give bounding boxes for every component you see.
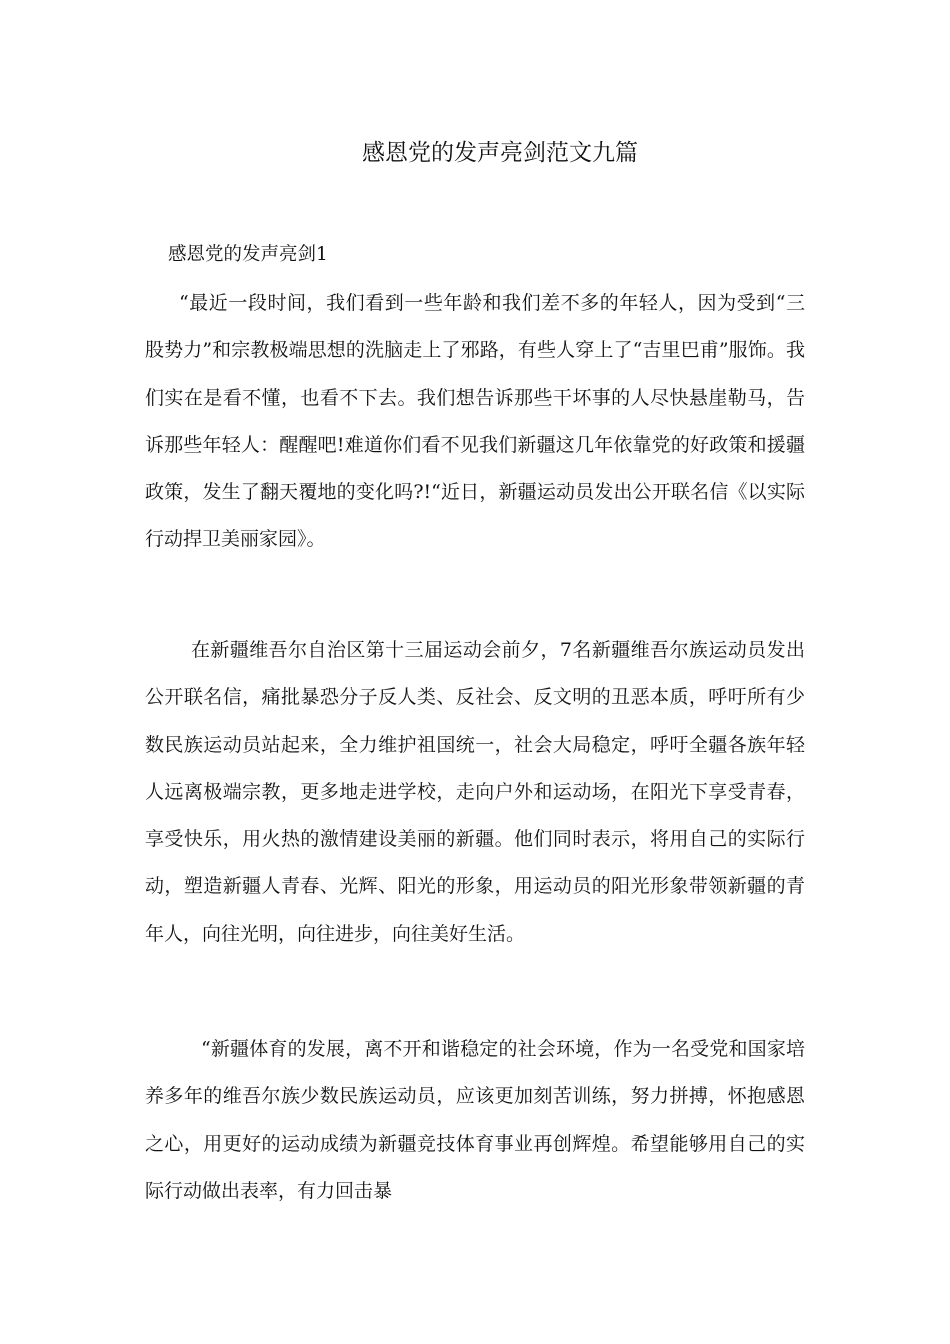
section-heading: 感恩党的发声亮剑1	[168, 244, 328, 265]
paragraph-1: “最近一段时间，我们看到一些年龄和我们差不多的年轻人，因为受到“三股势力”和宗教极端思想的洗脑走上了邪路，有些人穿上了“吉里巴甫”服饰。我们实在是看不懂，也看不下去。我们想告诉那些干坏事的人尽快悬崖勒马，告诉那些年轻人：醒醒吧!难道你们看不见我们新疆这几年依靠党的好政策和援疆政策，发生了翻天覆地的变化吗?!“近日，新疆运动员发出公开联名信《以实际行动捍卫美丽家园》。	[145, 292, 805, 551]
document-title: 感恩党的发声亮剑范文九篇	[362, 140, 638, 166]
paragraph-3: “新疆体育的发展，离不开和谐稳定的社会环境，作为一名受党和国家培养多年的维吾尔族少数民族运动员，应该更加刻苦训练，努力拼搏，怀抱感恩之心，用更好的运动成绩为新疆竞技体育事业再创辉煌。希望能够用自己的实际行动做出表率，有力回击暴	[145, 1038, 805, 1202]
paragraph-2: 在新疆维吾尔自治区第十三届运动会前夕，7名新疆维吾尔族运动员发出公开联名信，痛批暴恐分子反人类、反社会、反文明的丑恶本质，呼吁所有少数民族运动员站起来，全力维护祖国统一，社会大局稳定，呼吁全疆各族年轻人远离极端宗教，更多地走进学校，走向户外和运动场，在阳光下享受青春，享受快乐，用火热的激情建设美丽的新疆。他们同时表示，将用自己的实际行动，塑造新疆人青春、光辉、阳光的形象，用运动员的阳光形象带领新疆的青年人，向往光明，向往进步，向往美好生活。	[145, 639, 805, 945]
